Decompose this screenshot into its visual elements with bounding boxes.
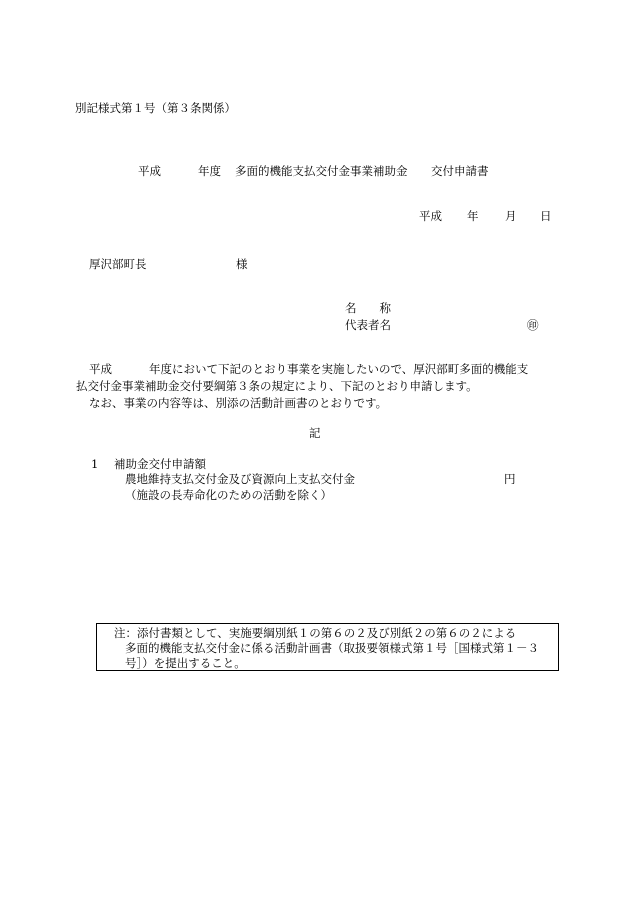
item-1-heading: 補助金交付申請額	[114, 457, 206, 471]
item-1-unit: 円	[504, 472, 516, 486]
date-year: 年	[467, 209, 479, 223]
body-line-2: 払交付金事業補助金交付要綱第３条の規定により、下記のとおり申請します。	[76, 379, 478, 393]
date-day: 日	[540, 209, 552, 223]
item-1-number: 1	[91, 457, 99, 471]
addressee-honorific: 様	[236, 257, 248, 271]
date-month: 月	[505, 209, 517, 223]
form-number-label: 別記様式第１号（第３条関係）	[75, 101, 236, 115]
date-era: 平成	[419, 209, 442, 223]
note-line-1: 注：添付書類として、実施要綱別紙１の第６の２及び別紙２の第６の２による	[114, 626, 517, 640]
title-era: 平成	[138, 164, 161, 178]
ki-heading: 記	[309, 426, 321, 440]
note-line-3: 号］）を提出すること。	[125, 656, 246, 670]
note-line-2: 多面的機能支払交付金に係る活動計画書（取扱要領様式第１号［国様式第１－３	[125, 641, 539, 655]
item-1-note: （施設の長寿命化のための活動を除く）	[125, 488, 332, 502]
addressee-name: 厚沢部町長	[89, 257, 147, 271]
seal-mark: ㊞	[527, 318, 539, 332]
applicant-name-label: 名 称	[345, 301, 391, 315]
title-subject: 多面的機能支払交付金事業補助金	[235, 164, 408, 178]
item-1-detail: 農地維持支払交付金及び資源向上支払交付金	[125, 472, 355, 486]
title-year-unit: 年度	[198, 164, 221, 178]
title-doc-type: 交付申請書	[431, 164, 489, 178]
applicant-rep-label: 代表者名	[345, 318, 391, 332]
body-line-3: なお、事業の内容等は、別添の活動計画書のとおりです。	[89, 396, 388, 410]
body-era: 平成	[89, 362, 112, 376]
body-line-1: 年度において下記のとおり事業を実施したいので、厚沢部町多面的機能支	[149, 362, 529, 376]
